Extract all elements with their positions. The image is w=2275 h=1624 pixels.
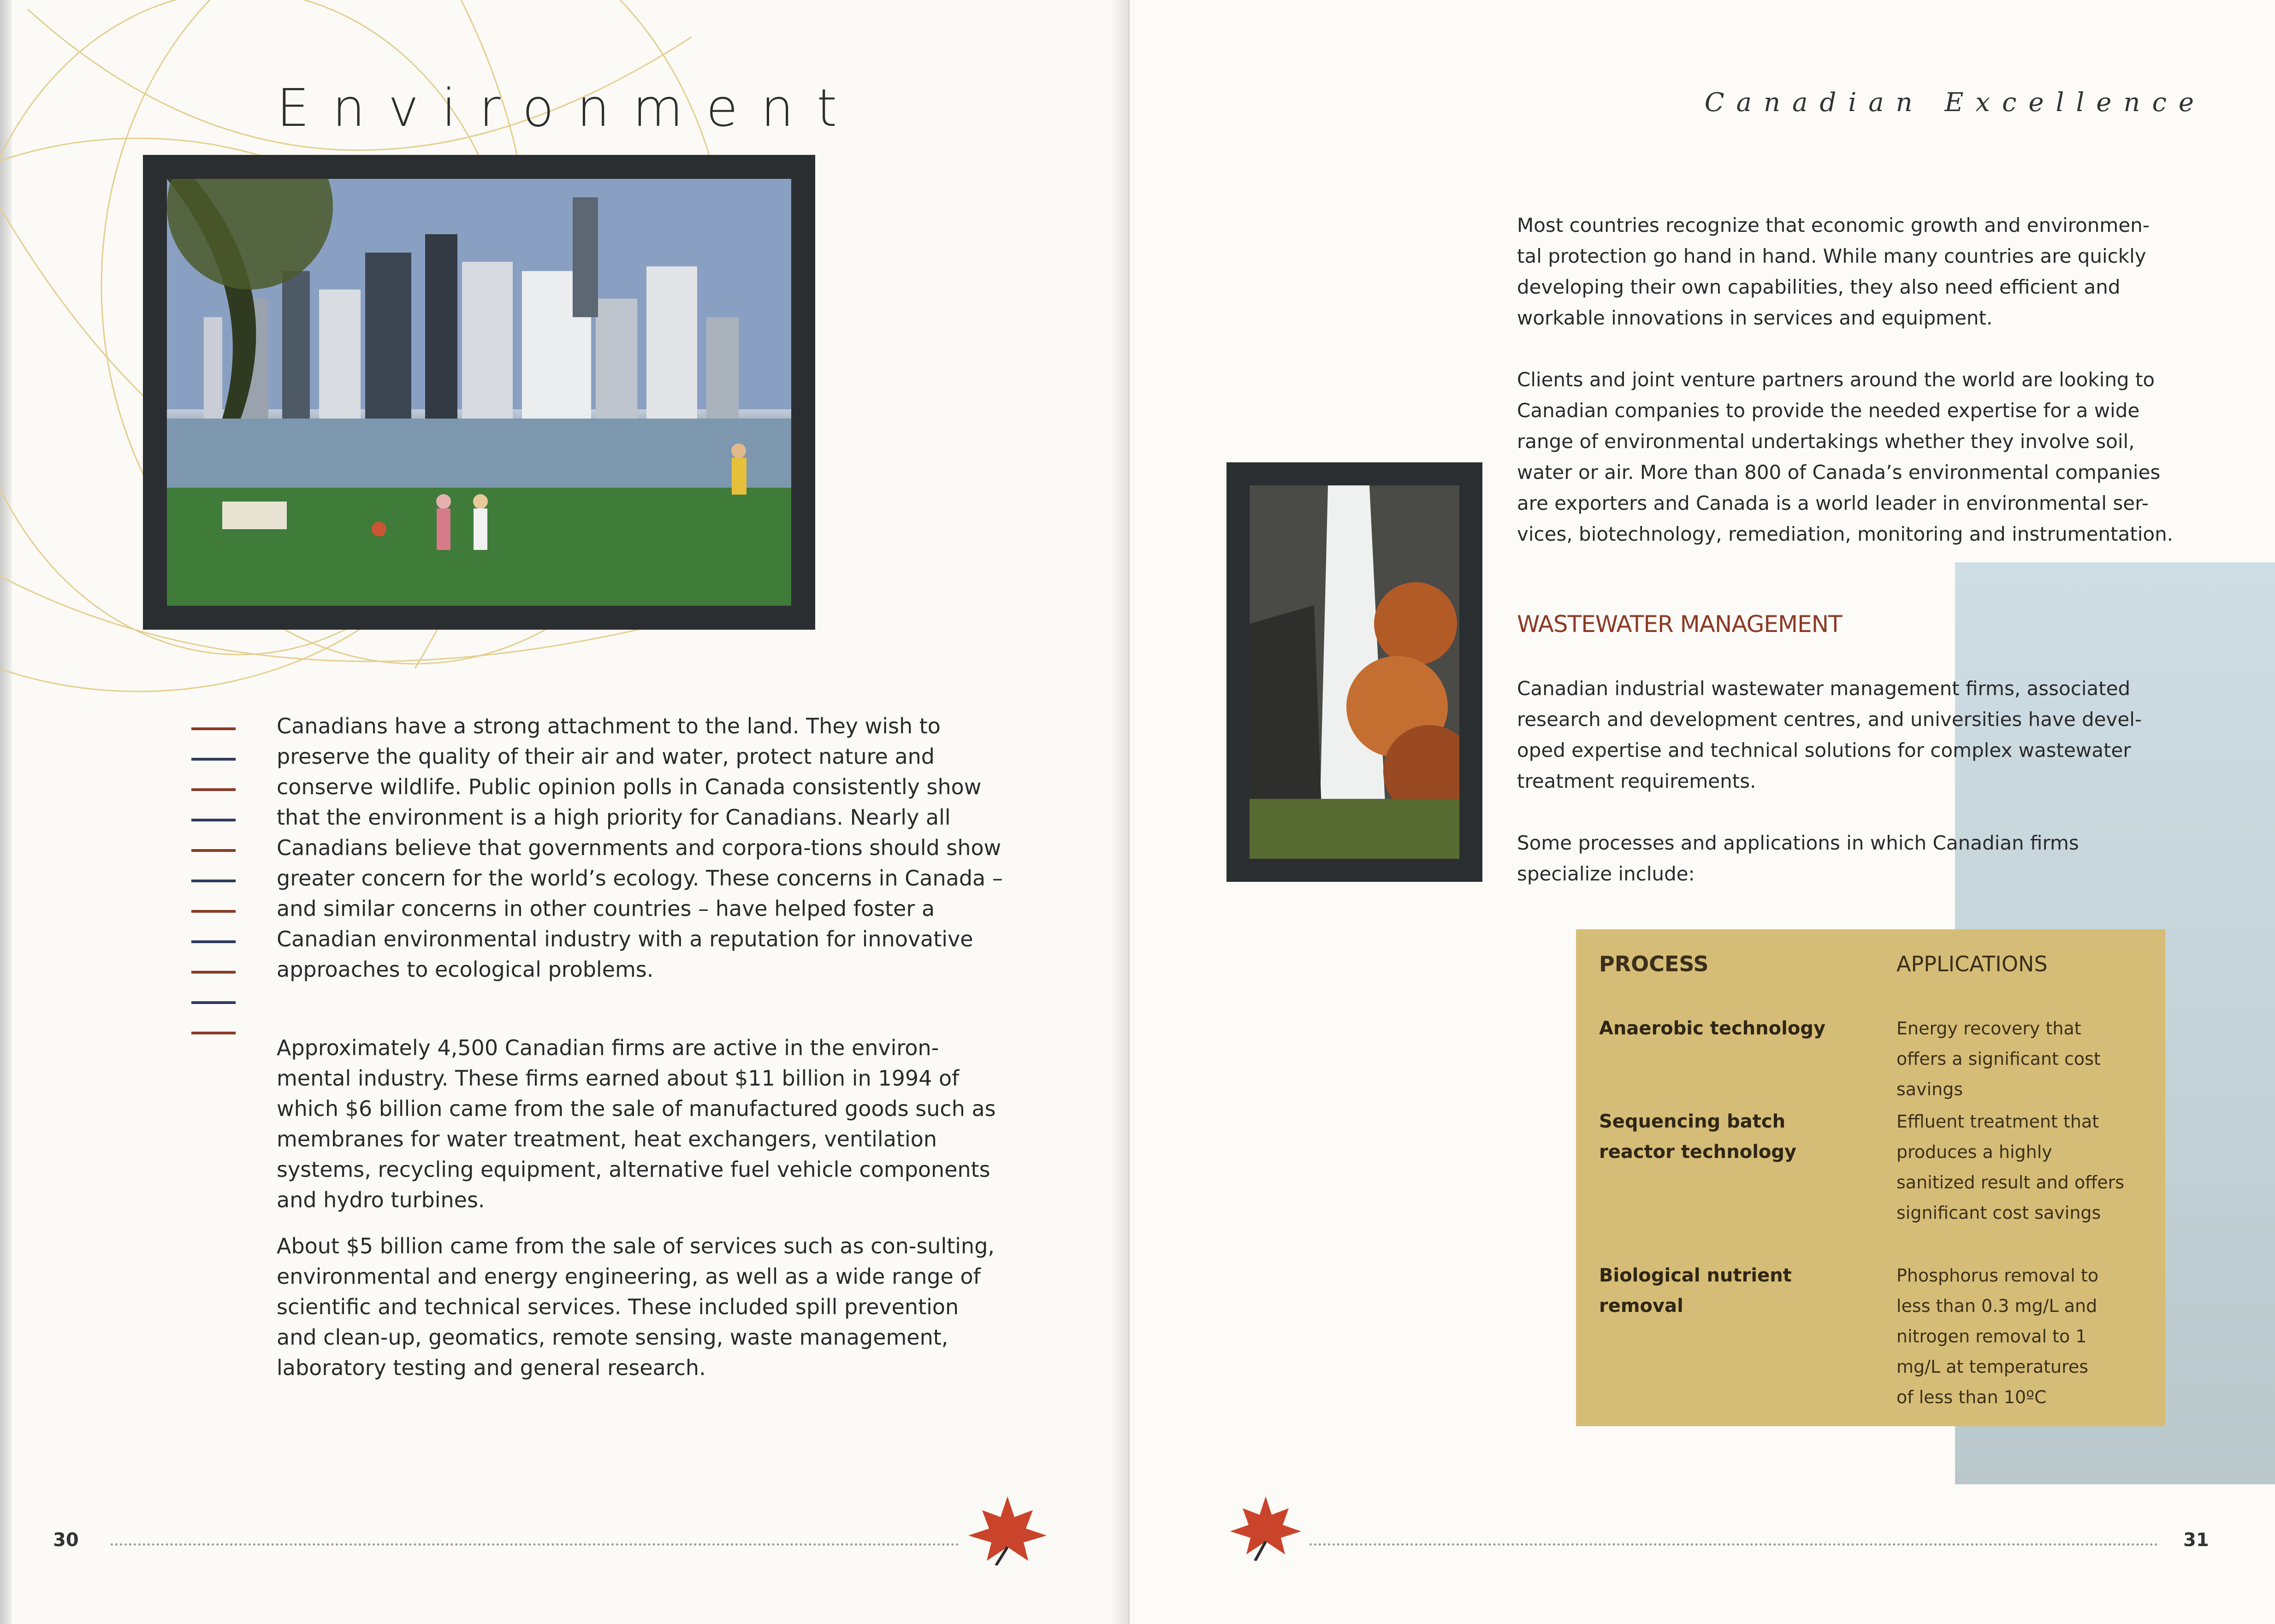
- firms-paragraph: Approximately 4,500 Canadian firms are active in the environ-mental industry. These firms earned about $11 billion in 1994 of which $6 billion came from the sale of manufactured goods such as membranes for water treatment, heat exchangers, ventilation systems, recycling equipment, alternative fuel vehicle components and hydro turbines.: [277, 1035, 996, 1212]
- section-title: Environment: [277, 78, 860, 138]
- footer-rule-left: [111, 1543, 959, 1546]
- page-number-right: 31: [2183, 1530, 2209, 1551]
- services-paragraph: About $5 billion came from the sale of services such as con-sulting, environmental and energy engineering, as well as a wide range of scientific and technical services. These included spill prevention and clean-up, geomatics, remote sensing, waste management, laboratory testing and general research.: [277, 1234, 995, 1380]
- city-photo: [143, 155, 815, 630]
- page-number-left: 30: [53, 1530, 79, 1551]
- waterfall-image: [1250, 485, 1459, 859]
- table-header-process: PROCESS: [1599, 951, 1709, 976]
- wastewater-heading: WASTEWATER MANAGEMENT: [1517, 611, 1842, 638]
- city-skyline-image: [167, 179, 791, 606]
- specialize-paragraph: Some processes and applications in which Canadian firms specialize include:: [1517, 832, 2079, 885]
- maple-leaf-icon: [1226, 1492, 1305, 1561]
- wastewater-paragraph: Canadian industrial wastewater management firms, associated research and development centres, and universities have devel-oped expertise and technical solutions for complex wastewater treatment requirements.: [1517, 677, 2142, 792]
- decorative-dash-column: [191, 727, 236, 1062]
- intro-paragraph-right: Most countries recognize that economic growth and environmen-tal protection go hand in hand. While many countries are quickly developing their own capabilities, they also need efficient and workable innovations in services and equipment.: [1517, 214, 2150, 329]
- table-row-process: Anaerobic technology: [1599, 1018, 1826, 1039]
- partners-paragraph: Clients and joint venture partners around the world are looking to Canadian companies to provide the needed expertise for a wide range of environmental undertakings whether they involve soil, water or air. More than 800 of Canada’s environmental companies are exporters and Canada is a world leader in environmental ser-vices, biotechnology, remediation, monitoring and instrumentation.: [1517, 368, 2174, 545]
- table-row-application: Effluent treatment that produces a highly sanitized result and offers significant cost savings: [1896, 1111, 2125, 1223]
- table-row-process: Sequencing batch reactor technology: [1599, 1111, 1797, 1163]
- table-header-applications: APPLICATIONS: [1896, 951, 2048, 976]
- waterfall-photo: [1226, 462, 1482, 882]
- table-row-process: Biological nutrient removal: [1599, 1265, 1792, 1317]
- intro-paragraph: Canadians have a strong attachment to the land. They wish to preserve the quality of their air and water, protect nature and conserve wildlife. Public opinion polls in Canada consistently show that the environment is a high priority for Canadians. Nearly all Canadians believe that governments and corpora-tions should show greater concern for the world’s ecology. These concerns in Canada – and similar concerns in other countries – have helped foster a Canadian environmental industry with a reputation for innovative approaches to ecological problems.: [277, 714, 1003, 982]
- process-table: [1576, 929, 2165, 1426]
- table-row-application: Phosphorus removal to less than 0.3 mg/L and nitrogen removal to 1 mg/L at temperatures of less than 10ºC: [1896, 1265, 2099, 1407]
- left-page: [0, 0, 1130, 1624]
- running-header: Canadian Excellence: [1704, 88, 2206, 118]
- table-row-application: Energy recovery that offers a significant cost savings: [1896, 1018, 2101, 1099]
- footer-rule-right: [1309, 1543, 2158, 1546]
- maple-leaf-icon: [964, 1492, 1051, 1565]
